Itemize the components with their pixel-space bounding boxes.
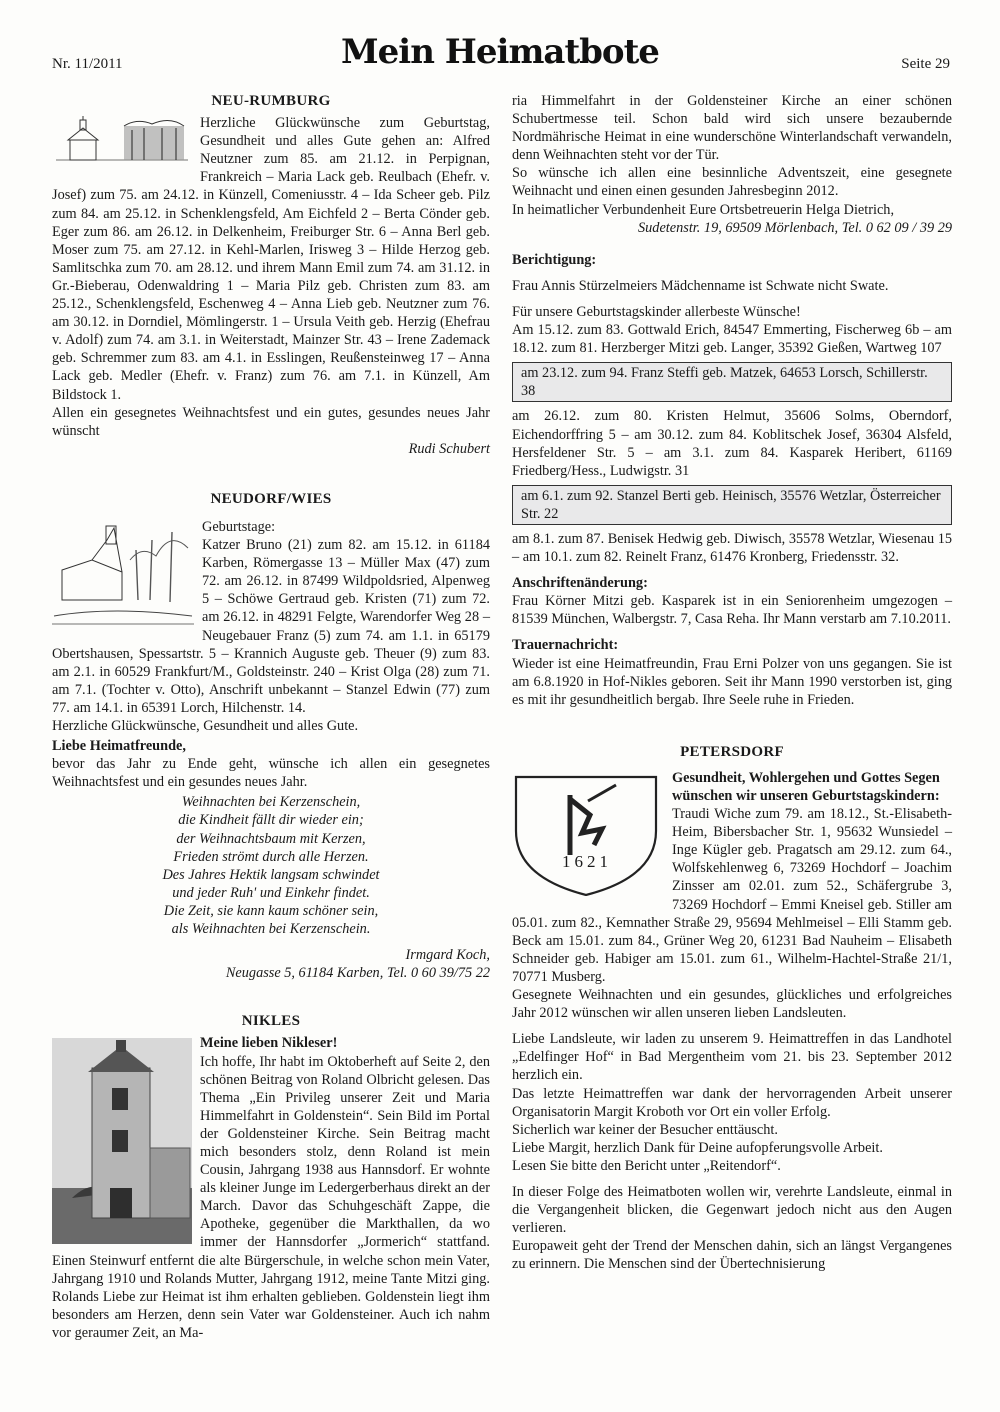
neudorf-greeting-text: bevor das Jahr zu Ende geht, wünsche ich allen ein gesegnetes Weihnachtsfest und ein gesundes neues Jahr. (52, 756, 490, 791)
neudorf-birthdays: Katzer Bruno (21) zum 82. am 15.12. in 61184 Karben, Römergasse 13 – Müller Max (47) zum 72. am 26.12. in 87499 Wildpoldsried, Alpenweg 5 – Schöwe Gertraud geb. Kristen (71) zum 72. am 26.12. in 48291 Felgte, Warendorfer Weg 28 – Neugebauer Franz (5) zum 74. am 1.1. in 65179 Obertshausen, Spessartstr. 5 – Krannich Auguste geb. Theuer (9) zum 83. am 2.1. in 60529 Frankfurt/M., Goldsteinstr. 240 – Krist Olga (28) zum 71. am 7.1. (Tochter v. Otto), Anschrift unbekannt – Stanzel Edwin (77) zum 77. am 14.1. in 65391 Lorch, Hilchenstr. 14. (52, 537, 490, 716)
petersdorf-birthdays: Traudi Wiche zum 79. am 18.12., St.-Elisabeth-Heim, Bibersbacher Str. 1, 95632 Wunsiedel – Inge Kügler geb. Pragatsch am 29.12. zum 64., Wolfskehlenweg 6, 73269 Hochdorf – Joachim Zinsser am 02.01. zum 52., Schäfergrube 3, 73269 Hochdorf – Emmi Kneisel geb. Stiller am 05.01. zum 82., Kemnather Straße 29, 95694 Mehlmeisel – Elli Stamm geb. Beck am 15.01. zum 84., Grüner Weg 20, 61231 Bad Nauheim – Elisabeth Schneider geb. Habiger am 15.01. zum 61., Wilhelm-Hachtel-Straße 21/1, 70771 Musberg. (512, 806, 952, 985)
advent-wishes: So wünsche ich allen eine besinnliche Adventszeit, eine gesegnete Weihnacht und einen einen gesunden Jahresbeginn 2012. (512, 165, 952, 200)
neu-rumburg-birthdays: Herzliche Glückwünsche zum Geburtstag, Gesundheit und alles Gute gehen an: Alfred Neutzner zum 85. am 21.12. in Perpignan, Frankreich – Maria Lack geb. Reulbach (Ehefr. v. Josef) zum 75. am 24.12. in Künzell, Comeniusstr. 4 – Ida Scheer geb. Pilz zum 84. am 25.12. in Schenklengsfeld, Am Eichfeld 2 – Berta Cönder geb. Eger zum 86. am 26.12. in Delkenheim, Freiburger Str. 6 – Anna Berl geb. Moser zum 75. am 27.12. in Kehl-Marlen, Irisweg 3 – Hilde Herzog geb. Samlitschka zum 70. am 28.12. und ihrem Mann Emil zum 74. am 31.12. in Gr.-Bieberau, Odenwaldring 1 – Maria Pilz geb. Christen zum 83. am 25.12., Schenklengsfeld, Eschenweg 4 – Anna Lieb geb. Neutzner zum 76. am 30.12. in Dorndiel, Mömlingerstr. 1 – Ursula Veith geb. Herzig (Ehefrau v. Adolf) zum 74. am 3.1. in Weiterstadt, Mainzer Str. 43 – Irene Zademack geb. Schremmer zum 83. am 4.1. in Esslingen, Reußensteinweg 17 – Anna Lack geb. Medler (Ehefr. v. Franz) zum 76. am 7.1. in Künzell, Am Bildstock 1. (52, 115, 490, 403)
poem-line: die Kindheit fällt dir wieder ein; (178, 812, 364, 829)
highlight-box-94th: am 23.12. zum 94. Franz Steffi geb. Matzek, 64653 Lorsch, Schillerstr. 38 (512, 362, 952, 402)
petersdorf-meeting: Liebe Landsleute, wir laden zu unserem 9. Heimattreffen in das Landhotel „Edelfinger Hof“ in Bad Mergentheim vom 21. bis 23. September 2012 herzlich ein. (512, 1031, 952, 1084)
section-title-petersdorf: PETERSDORF (680, 743, 784, 760)
neu-rumburg-signature: Rudi Schubert (408, 440, 490, 457)
right-column (512, 92, 952, 1273)
nikles-article-text: Ich hoffe, Ihr habt im Oktoberheft auf Seite 2, den schönen Beitrag von Roland Olbricht gelesen. Das Thema „Ein Privileg unserer Zeit und Maria Himmelfahrt in Goldenstein“. Sein Bild im Portal der Goldensteiner Kirche. Sein Beitrag macht mich besonders stolz, denn Roland ist mein Cousin, Jahrgang 1938 aus Hannsdorf. Er wohnte als kleiner Junge im Ledergerberhaus direkt an der March. Davor das Schuhgeschäft Zappe, die Apotheke, gegenüber die Markthallen, da wo immer der Hannsdorfer „Jormerich“ stattfand. Einen Steinwurf entfernt die alte Bürgerschule, in welche schon mein Vater, Jahrgang 1910 und Rolands Mutter, Jahrgang 1912, meine Tante Mitzi ging. Rolands Liebe zur Heimat ist ihm erhalten geblieben. Goldenstein liegt ihm besonders am Herzen, denn sein Vater war Goldensteiner. Auch ich nahm vor geraumer Zeit, an Ma- (52, 1053, 490, 1341)
coat-of-arms-shield (512, 771, 660, 896)
nikles-greeting: Meine lieben Nikleser! (200, 1035, 338, 1052)
petersdorf-lead: Gesundheit, Wohlergehen und Gottes Segen wünschen wir unseren Geburtstagskindern: (672, 769, 940, 804)
highlight-box-92nd: am 6.1. zum 92. Stanzel Berti geb. Heinisch, 35576 Wetzlar, Österreicher Str. 22 (512, 485, 952, 525)
poem-line: und jeder Ruh' und Einkehr findet. (172, 884, 370, 901)
neudorf-subhead: Liebe Heimatfreunde, (52, 738, 186, 755)
nikles-continuation: ria Himmelfahrt in der Goldensteiner Kirche an einer schönen Schubertmesse teil. Schon bald wird sich unsere bezaubernde Nordmährische Heimat in eine wunderschöne Winterlandschaft verwandeln, denn Weihnachten steht vor der Tür. (512, 93, 952, 164)
section-title-neu-rumburg: NEU-RUMBURG (211, 93, 331, 109)
correction-heading: Berichtigung: (512, 251, 597, 268)
signoff-address: Sudetenstr. 19, 69509 Mörlenbach, Tel. 0 62 09 / 39 29 (638, 219, 952, 236)
poem-author-address: Neugasse 5, 61184 Karben, Tel. 0 60 39/75 22 (225, 965, 490, 982)
village-church-illustration (52, 520, 194, 628)
petersdorf-wishes: Gesegnete Weihnachten und ein gesundes, glückliches und erfolgreiches Jahr 2012 wünschen wir allen unseren lieben Landsleuten. (512, 987, 952, 1022)
neu-rumburg-closing: Allen ein gesegnetes Weihnachtsfest und ein gutes, gesundes neues Jahr wünscht (52, 404, 490, 439)
birthday-list-1: Am 15.12. zum 83. Gottwald Erich, 84547 Emmerting, Fischerweg 6b – am 18.12. zum 81. Herzberger Mitzi geb. Langer, 35392 Gießen, Wartweg 107 (512, 322, 952, 357)
section-title-neudorf-wies: NEUDORF/WIES (210, 490, 332, 507)
petersdorf-line-2: Sicherlich war keiner der Besucher enttäuscht. (512, 1121, 778, 1138)
shield-icon (512, 771, 660, 896)
christmas-poem (52, 793, 490, 938)
address-change-heading: Anschriftenänderung: (512, 575, 648, 592)
poem-line: Des Jahres Hektik langsam schwindet (162, 866, 380, 883)
correction-text: Frau Annis Stürzelmeiers Mädchenname ist Schwate nicht Swate. (512, 277, 889, 294)
church-sketch-illustration (52, 116, 192, 168)
mourning-heading: Trauernachricht: (512, 637, 619, 654)
poem-author: Irmgard Koch, (405, 947, 490, 964)
crest-year: 1621 (562, 851, 612, 871)
neudorf-wishes: Herzliche Glückwünsche, Gesundheit und alles Gute. (52, 718, 359, 734)
poem-line: Weihnachten bei Kerzenschein, (181, 794, 361, 811)
petersdorf-line-1: Das letzte Heimattreffen war dank der hervorragenden Arbeit unserer Organisatorin Margit Kroboth vor Ort ein voller Erfolg. (512, 1085, 952, 1120)
masthead-title: Mein Heimatbote (341, 32, 659, 72)
petersdorf-line-3: Liebe Margit, herzlich Dank für Deine aufopferungsvolle Arbeit. (512, 1139, 883, 1156)
signoff: In heimatlicher Verbundenheit Eure Ortsbetreuerin Helga Dietrich, (512, 201, 895, 218)
neudorf-intro: Geburtstage: (202, 518, 276, 535)
poem-line: als Weihnachten bei Kerzenschein. (171, 921, 371, 938)
church-tower-photo (52, 1038, 192, 1244)
left-column (52, 92, 490, 1342)
mourning-text: Wieder ist eine Heimatfreundin, Frau Erni Polzer von uns gegangen. Sie ist am 6.8.1920 in Hof-Nikles geboren. Seit ihr Mann 1990 verstorben ist, ging es mit ihr gesundheitlich bergab. Ihre Seele ruhe in Frieden. (512, 655, 952, 708)
petersdorf-past: In dieser Folge des Heimatboten wollen wir, verehrte Landsleute, einmal in die Vergangenheit blicken, die Gegenwart jedoch nicht aus den Augen verlieren. (512, 1183, 952, 1237)
address-change-text: Frau Körner Mitzi geb. Kasparek ist in ein Seniorenheim umgezogen – 81539 München, Walbergstr. 7, Casa Reha. Ihr Mann verstarb am 7.10.2011. (512, 593, 952, 628)
poem-line: Die Zeit, sie kann kaum schöner sein, (163, 902, 379, 919)
birthday-list-2: am 26.12. zum 80. Kristen Helmut, 35606 Solms, Oberndorf, Eichendorffring 5 – am 30.12. zum 84. Koblitschek Josef, 36304 Alsfeld, Hersfeldener Str. 5 – am 3.1. zum 84. Kasparek Heribert, 61169 Friedberg/Hess., Ludwigstr. 31 (512, 408, 952, 479)
section-title-nikles: NIKLES (241, 1013, 301, 1030)
petersdorf-line-4: Lesen Sie bitte den Bericht unter „Reitendorf“. (512, 1157, 781, 1174)
birthday-intro: Für unsere Geburtstagskinder allerbeste Wünsche! (512, 303, 801, 320)
issue-number: Nr. 11/2011 (52, 56, 123, 72)
poem-line: Frieden strömt durch alle Herzen. (173, 848, 369, 865)
page-number: Seite 29 (901, 56, 950, 72)
poem-line: der Weihnachtsbaum mit Kerzen, (176, 830, 366, 847)
birthday-list-3: am 8.1. zum 87. Benisek Hedwig geb. Diwisch, 35578 Wetzlar, Wiesenau 15 – am 10.1. zum 82. Reinelt Franz, 61476 Kronberg, Friedensstr. 32. (512, 530, 952, 566)
petersdorf-europe: Europaweit geht der Trend der Menschen dahin, sich an längst Vergangenes zu erinnern. Die Menschen sind der Übertechnisierung (512, 1238, 952, 1273)
